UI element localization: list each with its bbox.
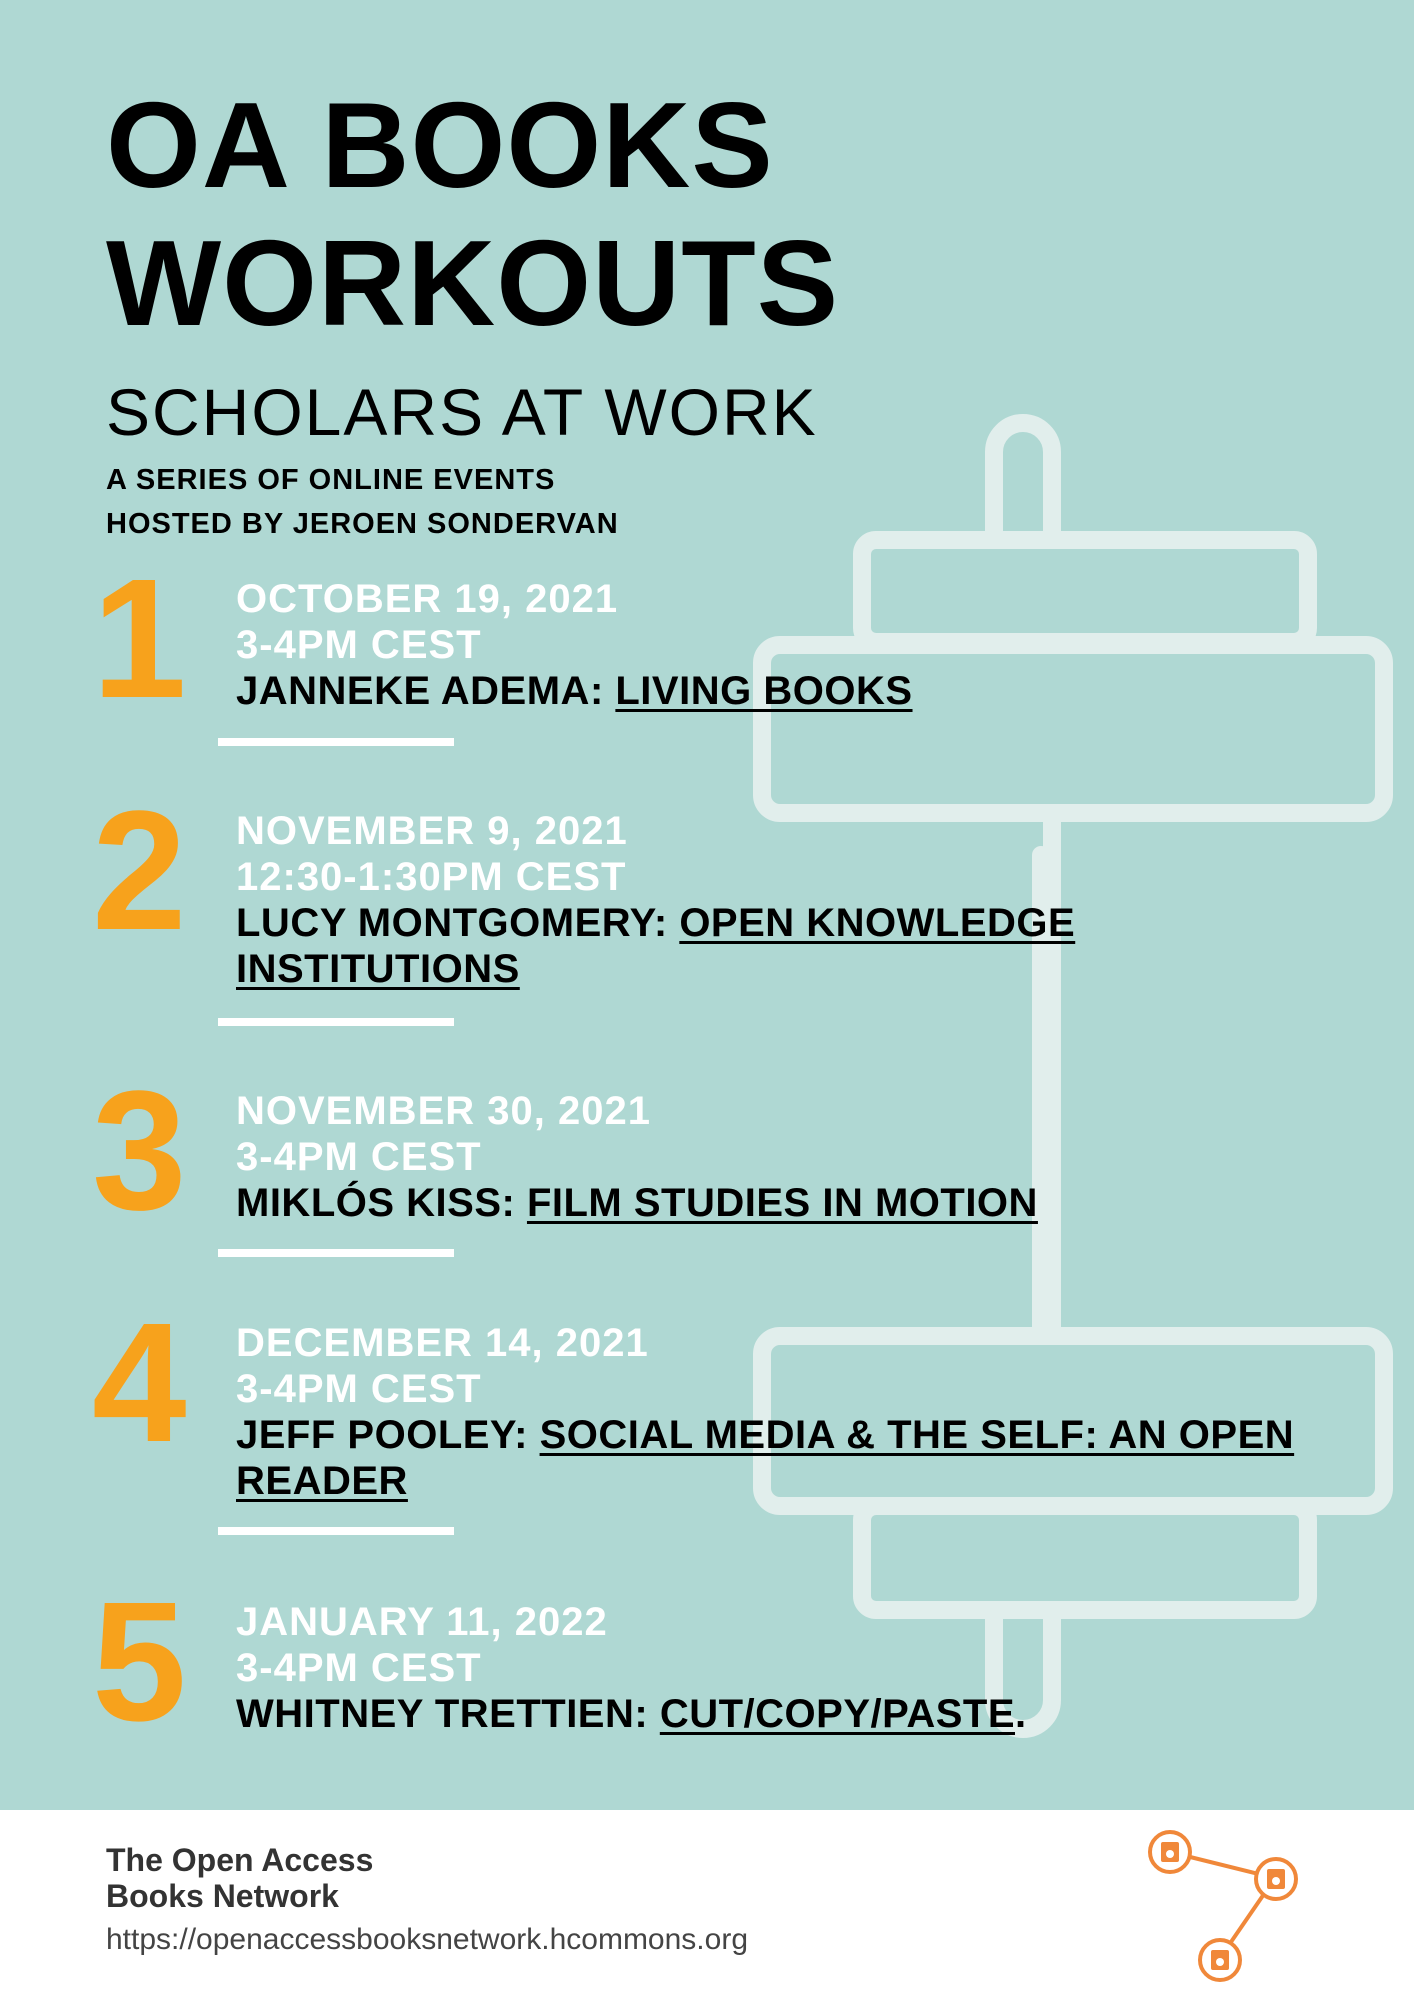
- event-talk-link[interactable]: FILM STUDIES IN MOTION: [526, 1181, 1038, 1225]
- event-speaker: JEFF POOLEY:: [236, 1413, 540, 1457]
- event-divider: [218, 1018, 454, 1026]
- event-time: 12:30-1:30PM CEST: [236, 855, 627, 899]
- event-speaker: MIKLÓS KISS:: [236, 1181, 527, 1225]
- org-line-1: The Open Access: [106, 1842, 374, 1878]
- event-divider: [218, 1527, 454, 1535]
- event-number: 1: [92, 544, 187, 734]
- event-speaker: WHITNEY TRETTIEN:: [236, 1692, 660, 1736]
- event-number: 4: [92, 1288, 187, 1478]
- event-talk-link[interactable]: CUT/COPY/PASTE: [659, 1692, 1015, 1736]
- event-date: OCTOBER 19, 2021: [236, 577, 619, 621]
- event-number: 3: [92, 1056, 187, 1246]
- event-date: JANUARY 11, 2022: [236, 1600, 608, 1644]
- event-talk-link[interactable]: SOCIAL MEDIA & THE SELF: AN OPEN READER: [236, 1413, 1295, 1503]
- network-books-icon: [1140, 1830, 1320, 1990]
- poster-title: [106, 76, 839, 352]
- series-line-2: HOSTED BY JEROEN SONDERVAN: [106, 508, 619, 540]
- event-talk-link[interactable]: OPEN KNOWLEDGE INSTITUTIONS: [236, 901, 1076, 991]
- event-speaker-line: [236, 1691, 1356, 1737]
- series-description: [106, 458, 619, 546]
- event-time: 3-4PM CEST: [236, 1367, 482, 1411]
- event-time: 3-4PM CEST: [236, 1135, 482, 1179]
- event-speaker-line: [236, 1180, 1356, 1226]
- event-talk-suffix: .: [1015, 1692, 1027, 1736]
- event-date: NOVEMBER 9, 2021: [236, 809, 628, 853]
- event-speaker-line: [236, 1412, 1356, 1504]
- footer-url-link[interactable]: https://openaccessbooksnetwork.hcommons.org: [106, 1923, 748, 1956]
- poster-subtitle: SCHOLARS AT WORK: [106, 375, 818, 449]
- event-speaker: LUCY MONTGOMERY:: [236, 901, 680, 945]
- title-line-2: WORKOUTS: [106, 215, 840, 351]
- event-date: DECEMBER 14, 2021: [236, 1321, 649, 1365]
- event-divider: [218, 1249, 454, 1257]
- event-time: 3-4PM CEST: [236, 1646, 482, 1690]
- event-talk-link[interactable]: LIVING BOOKS: [615, 669, 913, 713]
- event-speaker: JANNEKE ADEMA:: [236, 669, 616, 713]
- event-time: 3-4PM CEST: [236, 623, 482, 667]
- event-divider: [218, 738, 454, 746]
- title-line-1: OA BOOKS: [106, 77, 774, 213]
- event-speaker-line: [236, 900, 1356, 992]
- event-date: NOVEMBER 30, 2021: [236, 1089, 651, 1133]
- series-line-1: A SERIES OF ONLINE EVENTS: [106, 464, 556, 496]
- event-number: 2: [92, 776, 187, 966]
- footer-org-name: [106, 1842, 373, 1914]
- org-line-2: Books Network: [106, 1878, 339, 1914]
- event-number: 5: [92, 1567, 187, 1757]
- event-speaker-line: [236, 668, 1356, 714]
